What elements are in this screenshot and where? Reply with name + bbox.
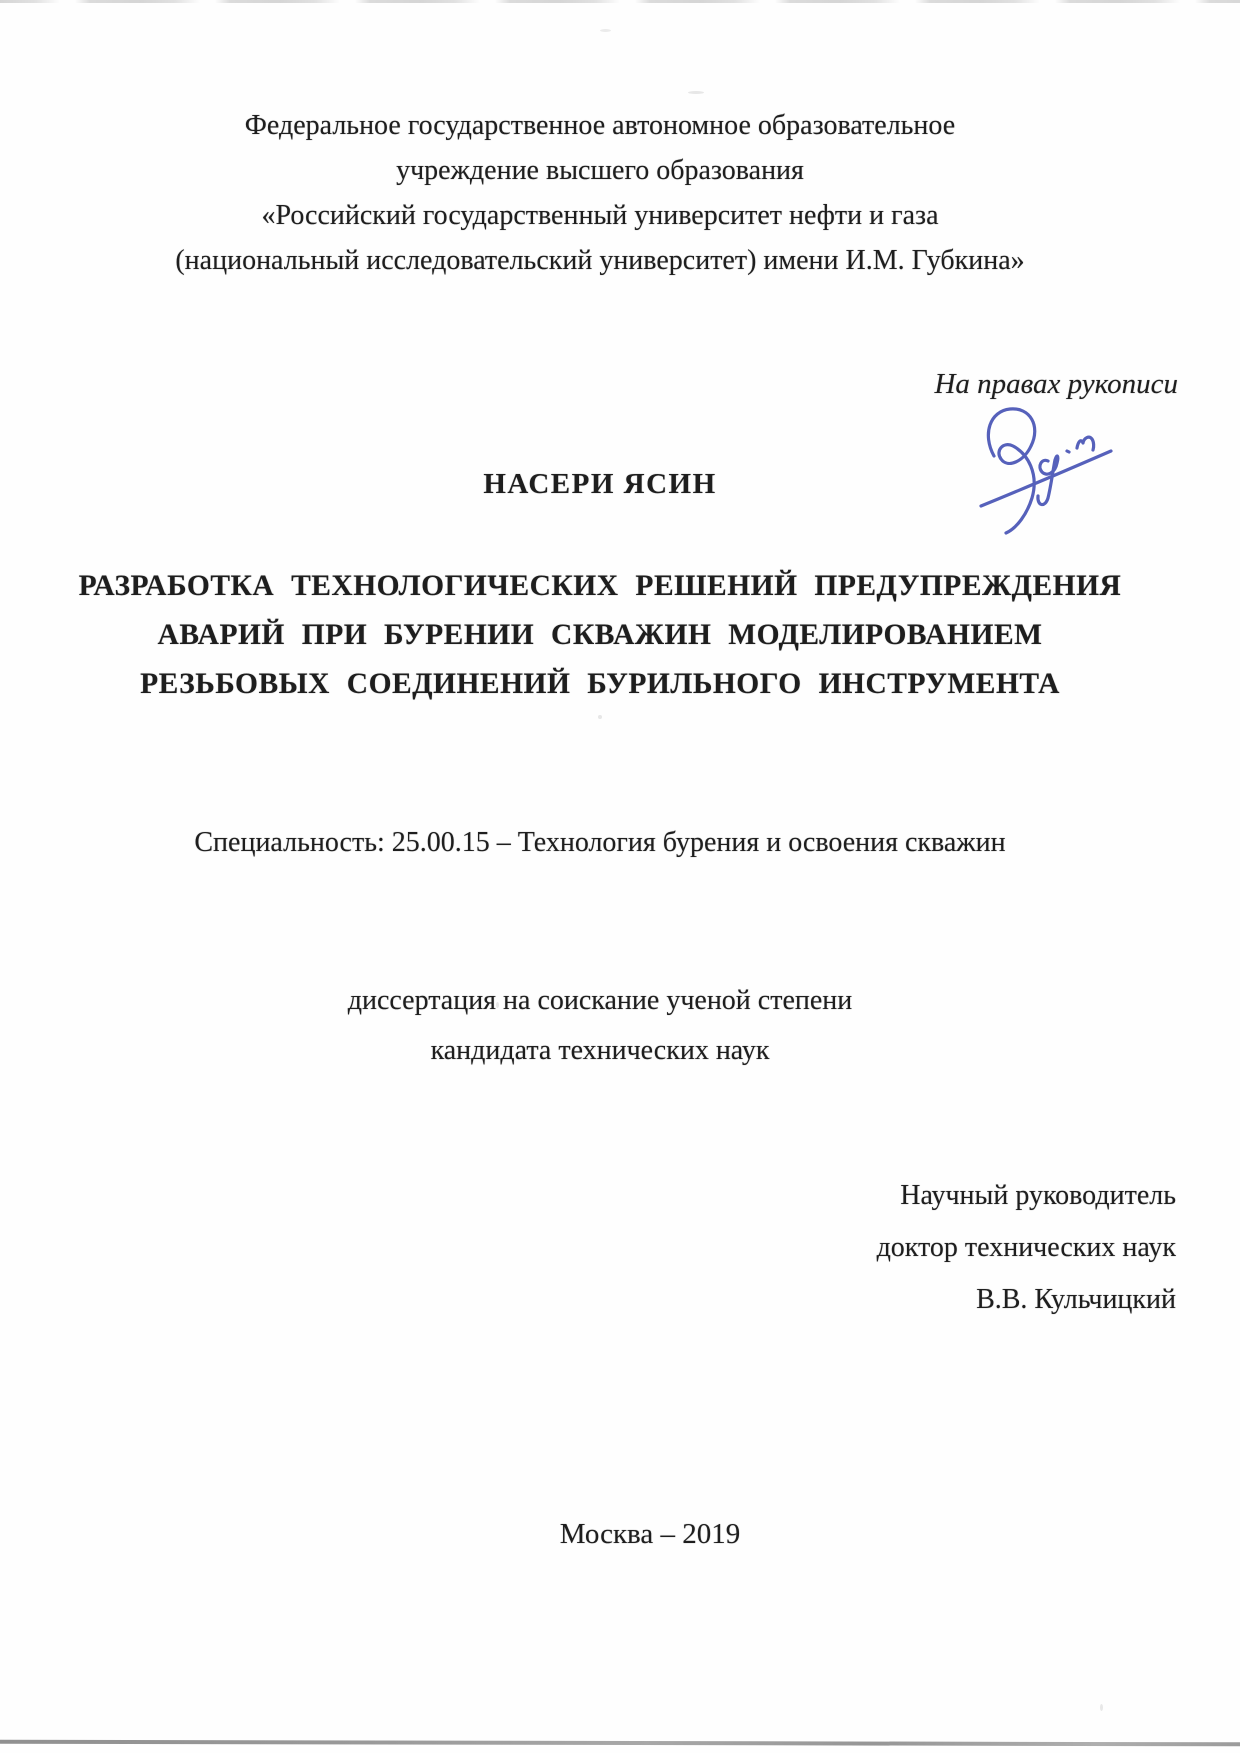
scan-artifact-bottom-edge: [0, 1740, 1240, 1747]
scan-speck: [1100, 1704, 1103, 1711]
title-line: РЕЗЬБОВЫХ СОЕДИНЕНИЙ БУРИЛЬНОГО ИНСТРУМЕНТА: [140, 668, 1060, 700]
institution-line: Федеральное государственное автономное образовательное: [244, 110, 956, 141]
supervisor-degree: доктор технических наук: [876, 1232, 1176, 1263]
scan-speck: [688, 91, 704, 94]
institution-line: учреждение высшего образования: [396, 155, 804, 186]
institution-line: «Российский государственный университет нефти и газа: [261, 200, 939, 231]
scan-speck: [598, 715, 602, 719]
degree-line: кандидата технических наук: [430, 1035, 770, 1066]
scan-artifact-top-edge: [0, 0, 1240, 3]
scan-speck: [600, 29, 611, 32]
title-line: РАЗРАБОТКА ТЕХНОЛОГИЧЕСКИХ РЕШЕНИЙ ПРЕДУПРЕЖДЕНИЯ: [78, 570, 1122, 602]
degree-line: диссертация на соискание ученой степени: [347, 985, 853, 1016]
institution-line: (национальный исследовательский университет) имени И.М. Губкина»: [175, 245, 1025, 276]
specialty-line: Специальность: 25.00.15 – Технология бурения и освоения скважин: [194, 827, 1006, 858]
supervisor-role: Научный руководитель: [900, 1180, 1176, 1211]
city-year-line: Москва – 2019: [559, 1518, 741, 1550]
dissertation-title: [0, 562, 1200, 709]
author-name: НАСЕРИ ЯСИН: [483, 468, 717, 500]
institution-block: [0, 103, 1200, 283]
supervisor-name: В.В. Кульчицкий: [976, 1284, 1176, 1315]
manuscript-rights-note: На правах рукописи: [934, 368, 1178, 400]
degree-sought-block: [0, 976, 1200, 1076]
title-line: АВАРИЙ ПРИ БУРЕНИИ СКВАЖИН МОДЕЛИРОВАНИЕМ: [157, 619, 1043, 651]
supervisor-block: [877, 1170, 1176, 1326]
